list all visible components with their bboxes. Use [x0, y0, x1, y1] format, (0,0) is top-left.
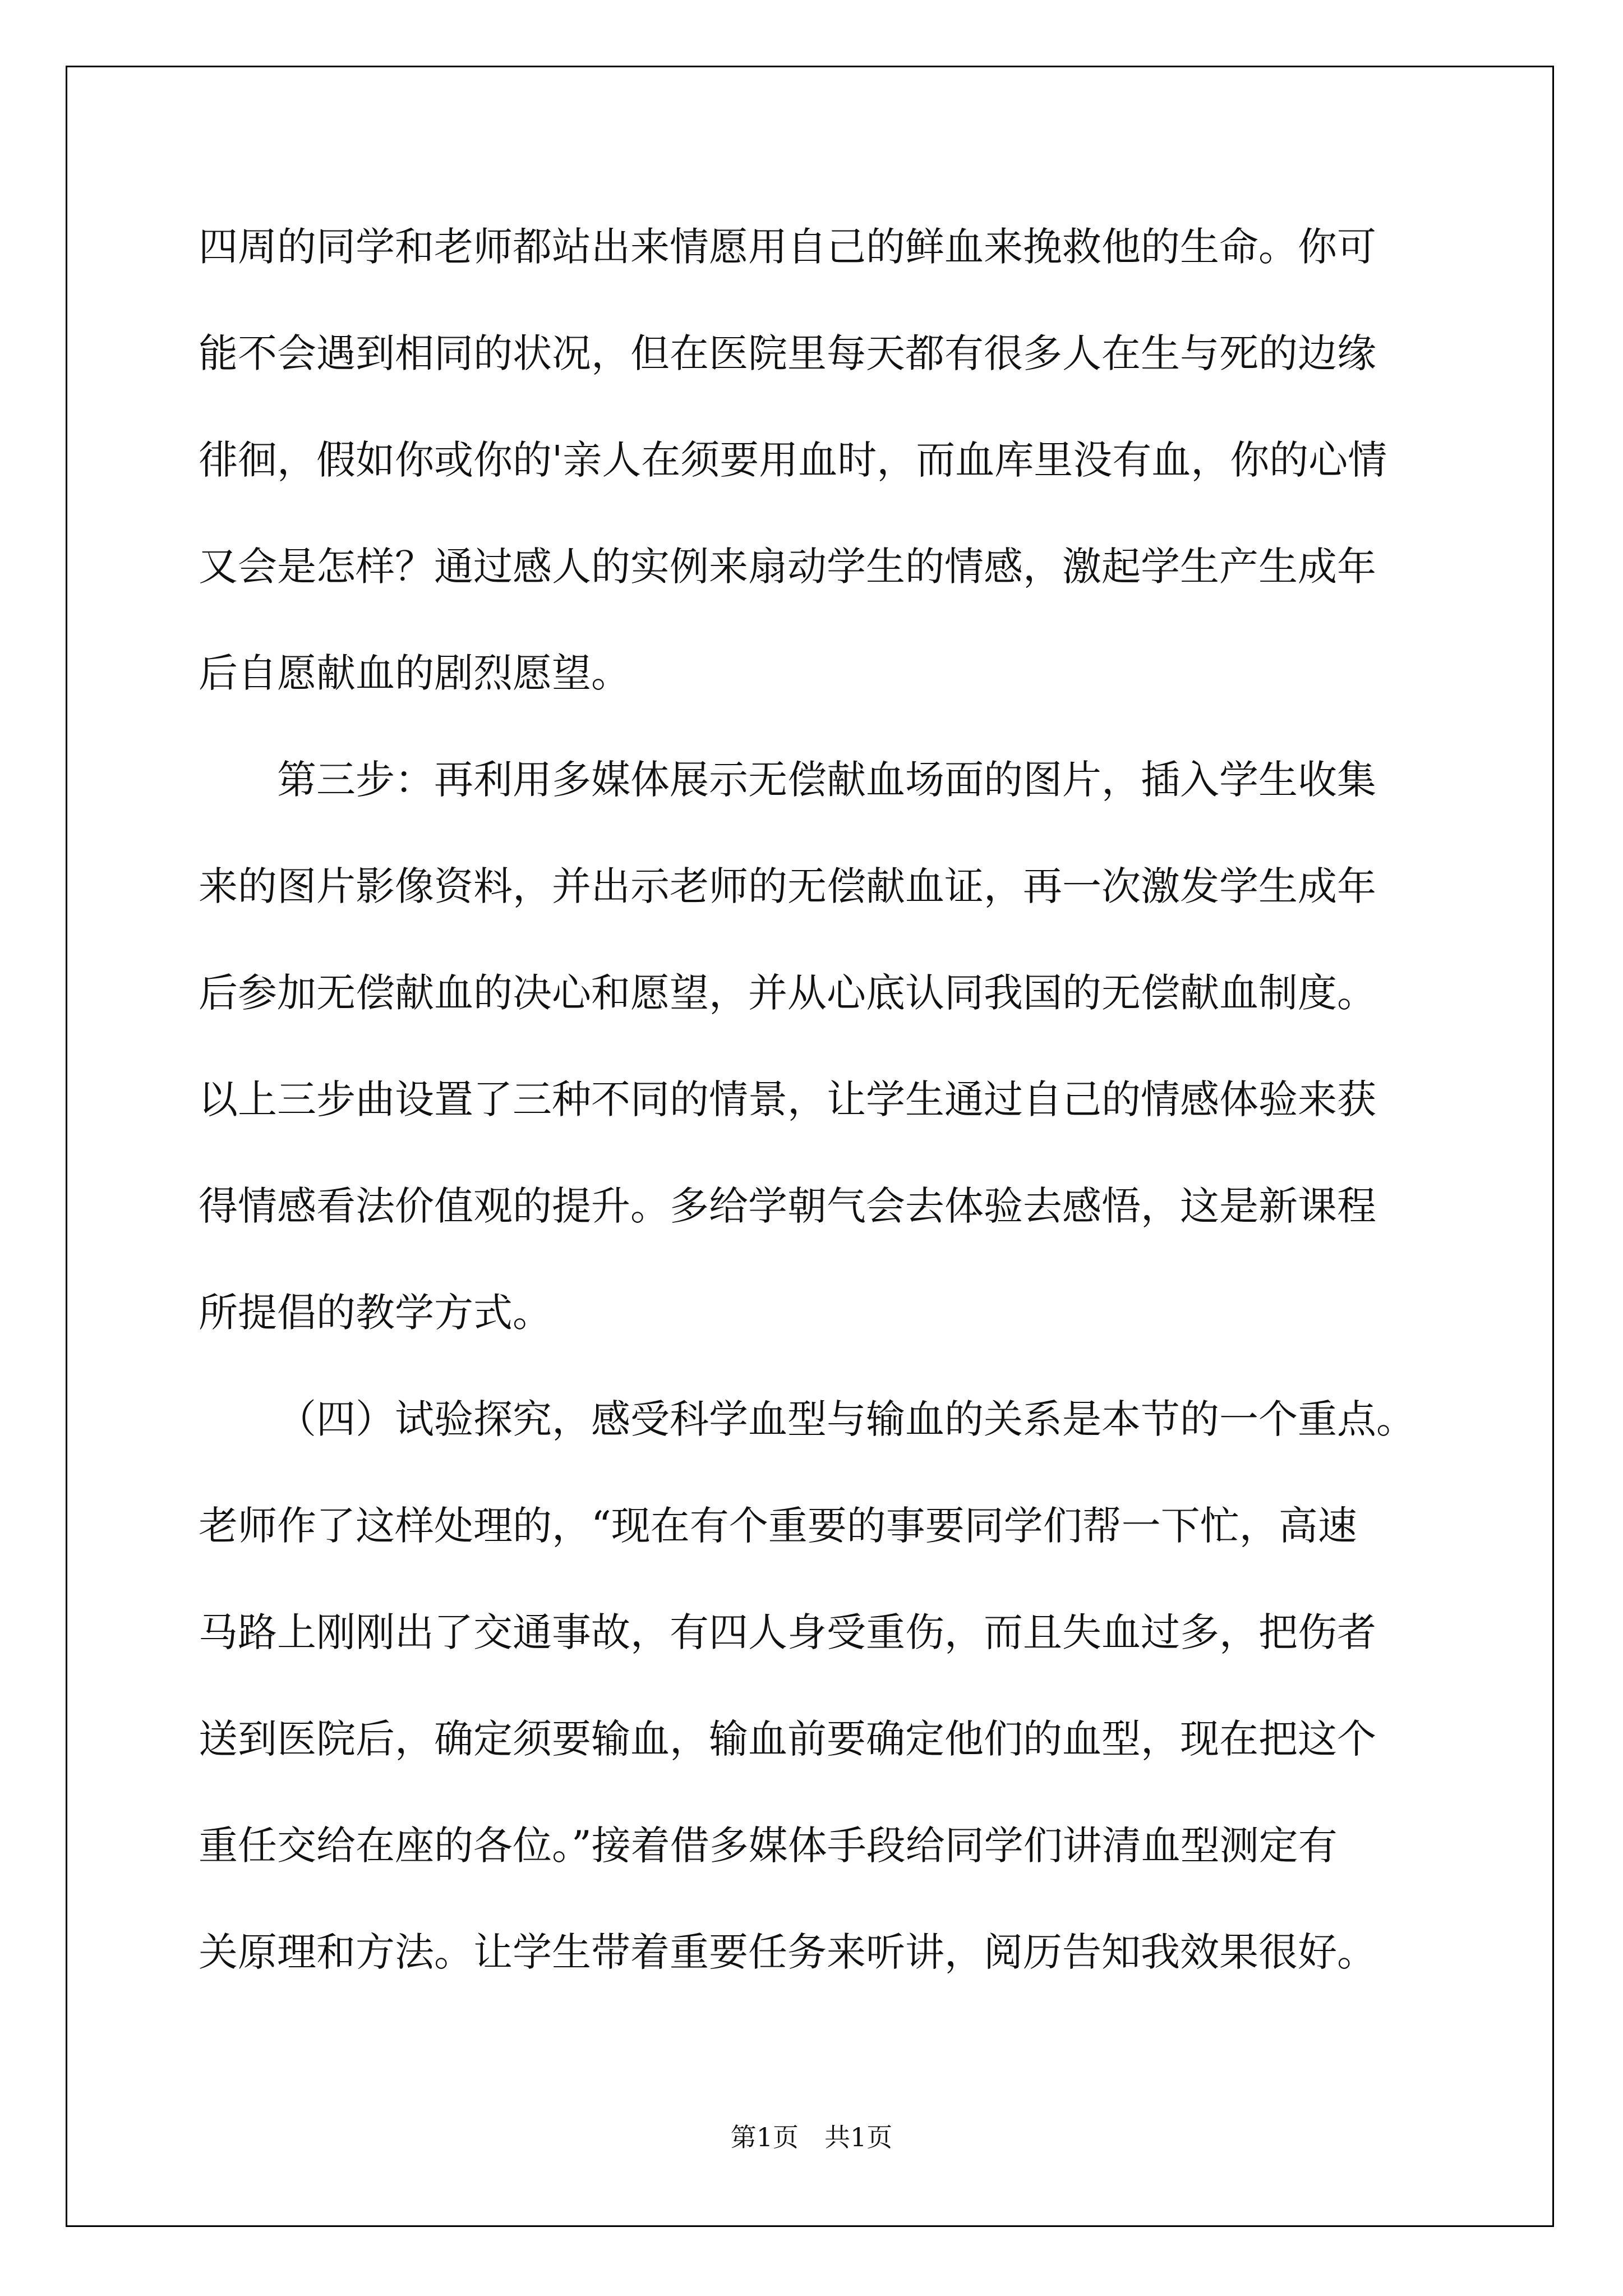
- body-text-line: 以上三步曲设置了三种不同的情景，让学生通过自己的情感体验来获: [199, 1076, 1376, 1122]
- body-text-line: 关原理和方法。让学生带着重要任务来听讲，阅历告知我效果很好。: [199, 1929, 1376, 1975]
- body-text-line: 后参加无偿献血的决心和愿望，并从心底认同我国的无偿献血制度。: [199, 970, 1376, 1016]
- page-number-footer: 第1页 共1页: [730, 2122, 893, 2152]
- body-text-line: 能不会遇到相同的状况，但在医院里每天都有很多人在生与死的边缘: [199, 330, 1376, 376]
- body-text-line: （四）试验探究，感受科学血型与输血的关系是本节的一个重点。: [277, 1396, 1415, 1442]
- body-text-line: 老师作了这样处理的，“现在有个重要的事要同学们帮一下忙，高速: [199, 1503, 1357, 1549]
- body-text-line: 马路上刚刚出了交通事故，有四人身受重伤，而且失血过多，把伤者: [199, 1609, 1376, 1655]
- body-text-line: 来的图片影像资料，并出示老师的无偿献血证，再一次激发学生成年: [199, 863, 1376, 909]
- body-text-line: 第三步：再利用多媒体展示无偿献血场面的图片，插入学生收集: [277, 757, 1376, 803]
- body-text-line: 徘徊，假如你或你的'亲人在须要用血时，而血库里没有血，你的心情: [199, 437, 1387, 483]
- body-text-line: 四周的同学和老师都站出来情愿用自己的鲜血来挽救他的生命。你可: [199, 224, 1376, 270]
- body-text-line: 又会是怎样？通过感人的实例来扇动学生的情感，激起学生产生成年: [199, 544, 1376, 590]
- body-text-line: 所提倡的教学方式。: [199, 1290, 552, 1336]
- page-border: [66, 66, 1554, 2227]
- body-text-line: 重任交给在座的各位。”接着借多媒体手段给同学们讲清血型测定有: [199, 1823, 1338, 1869]
- body-text-line: 后自愿献血的剧烈愿望。: [199, 650, 630, 696]
- body-text-line: 得情感看法价值观的提升。多给学朝气会去体验去感悟，这是新课程: [199, 1183, 1376, 1229]
- body-text-line: 送到医院后，确定须要输血，输血前要确定他们的血型，现在把这个: [199, 1716, 1376, 1762]
